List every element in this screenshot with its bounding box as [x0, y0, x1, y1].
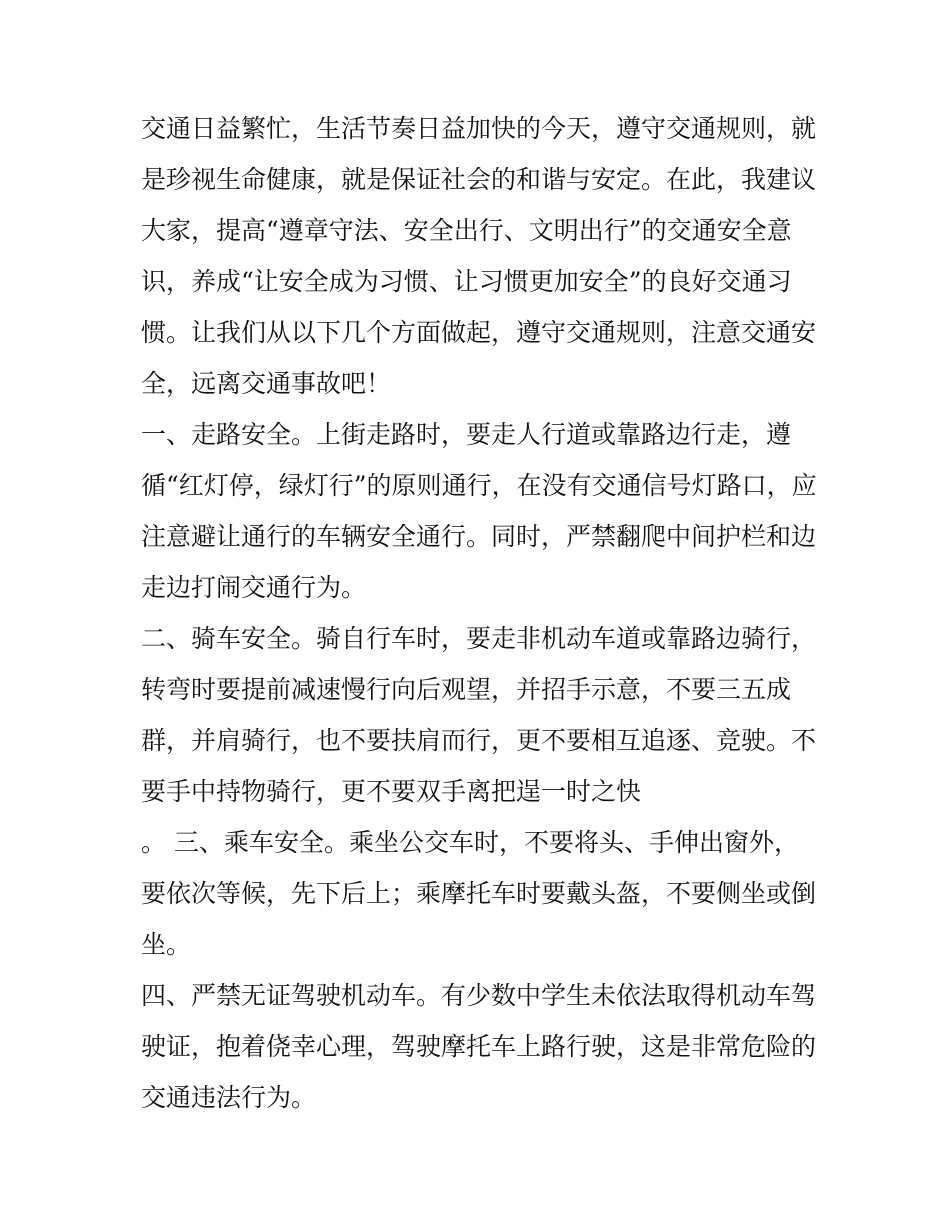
- text-line: 走边打闹交通行为。: [141, 573, 367, 602]
- text-line: 二、骑车安全。骑自行车时，要走非机动车道或靠路边骑行，: [141, 624, 817, 653]
- text-line: 全，远离交通事故吧！: [141, 369, 392, 398]
- text-line: 交通违法行为。: [141, 1083, 317, 1112]
- text-line: 转弯时要提前减速慢行向后观望，并招手示意，不要三五成: [141, 675, 792, 704]
- text-line: 四、严禁无证驾驶机动车。有少数中学生未依法取得机动车驾: [141, 981, 817, 1010]
- text-line: 循“红灯停，绿灯行”的原则通行，在没有交通信号灯路口，应: [141, 471, 817, 500]
- text-line: 交通日益繁忙，生活节奏日益加快的今天，遵守交通规则，就: [141, 114, 817, 143]
- text-line: 坐。: [141, 930, 192, 959]
- text-line: 惯。让我们从以下几个方面做起，遵守交通规则，注意交通安: [141, 318, 817, 347]
- text-line: 识，养成“让安全成为习惯、让习惯更加安全”的良好交通习: [141, 267, 792, 296]
- text-line: 群，并肩骑行，也不要扶肩而行，更不要相互追逐、竞驶。不: [141, 726, 817, 755]
- text-line: 驶证，抱着侥幸心理，驾驶摩托车上路行驶，这是非常危险的: [141, 1032, 817, 1061]
- text-line: 。 三、乘车安全。乘坐公交车时，不要将头、手伸出窗外，: [141, 828, 799, 857]
- text-line: 是珍视生命健康，就是保证社会的和谐与安定。在此，我建议: [141, 165, 817, 194]
- text-line: 要依次等候，先下后上；乘摩托车时要戴头盔，不要侧坐或倒: [141, 879, 817, 908]
- text-line: 一、走路安全。上街走路时，要走人行道或靠路边行走，遵: [141, 420, 792, 449]
- text-line: 注意避让通行的车辆安全通行。同时，严禁翻爬中间护栏和边: [141, 522, 817, 551]
- text-line: 大家，提高“遵章守法、安全出行、文明出行”的交通安全意: [141, 216, 792, 245]
- text-line: 要手中持物骑行，更不要双手离把逞一时之快: [141, 777, 642, 806]
